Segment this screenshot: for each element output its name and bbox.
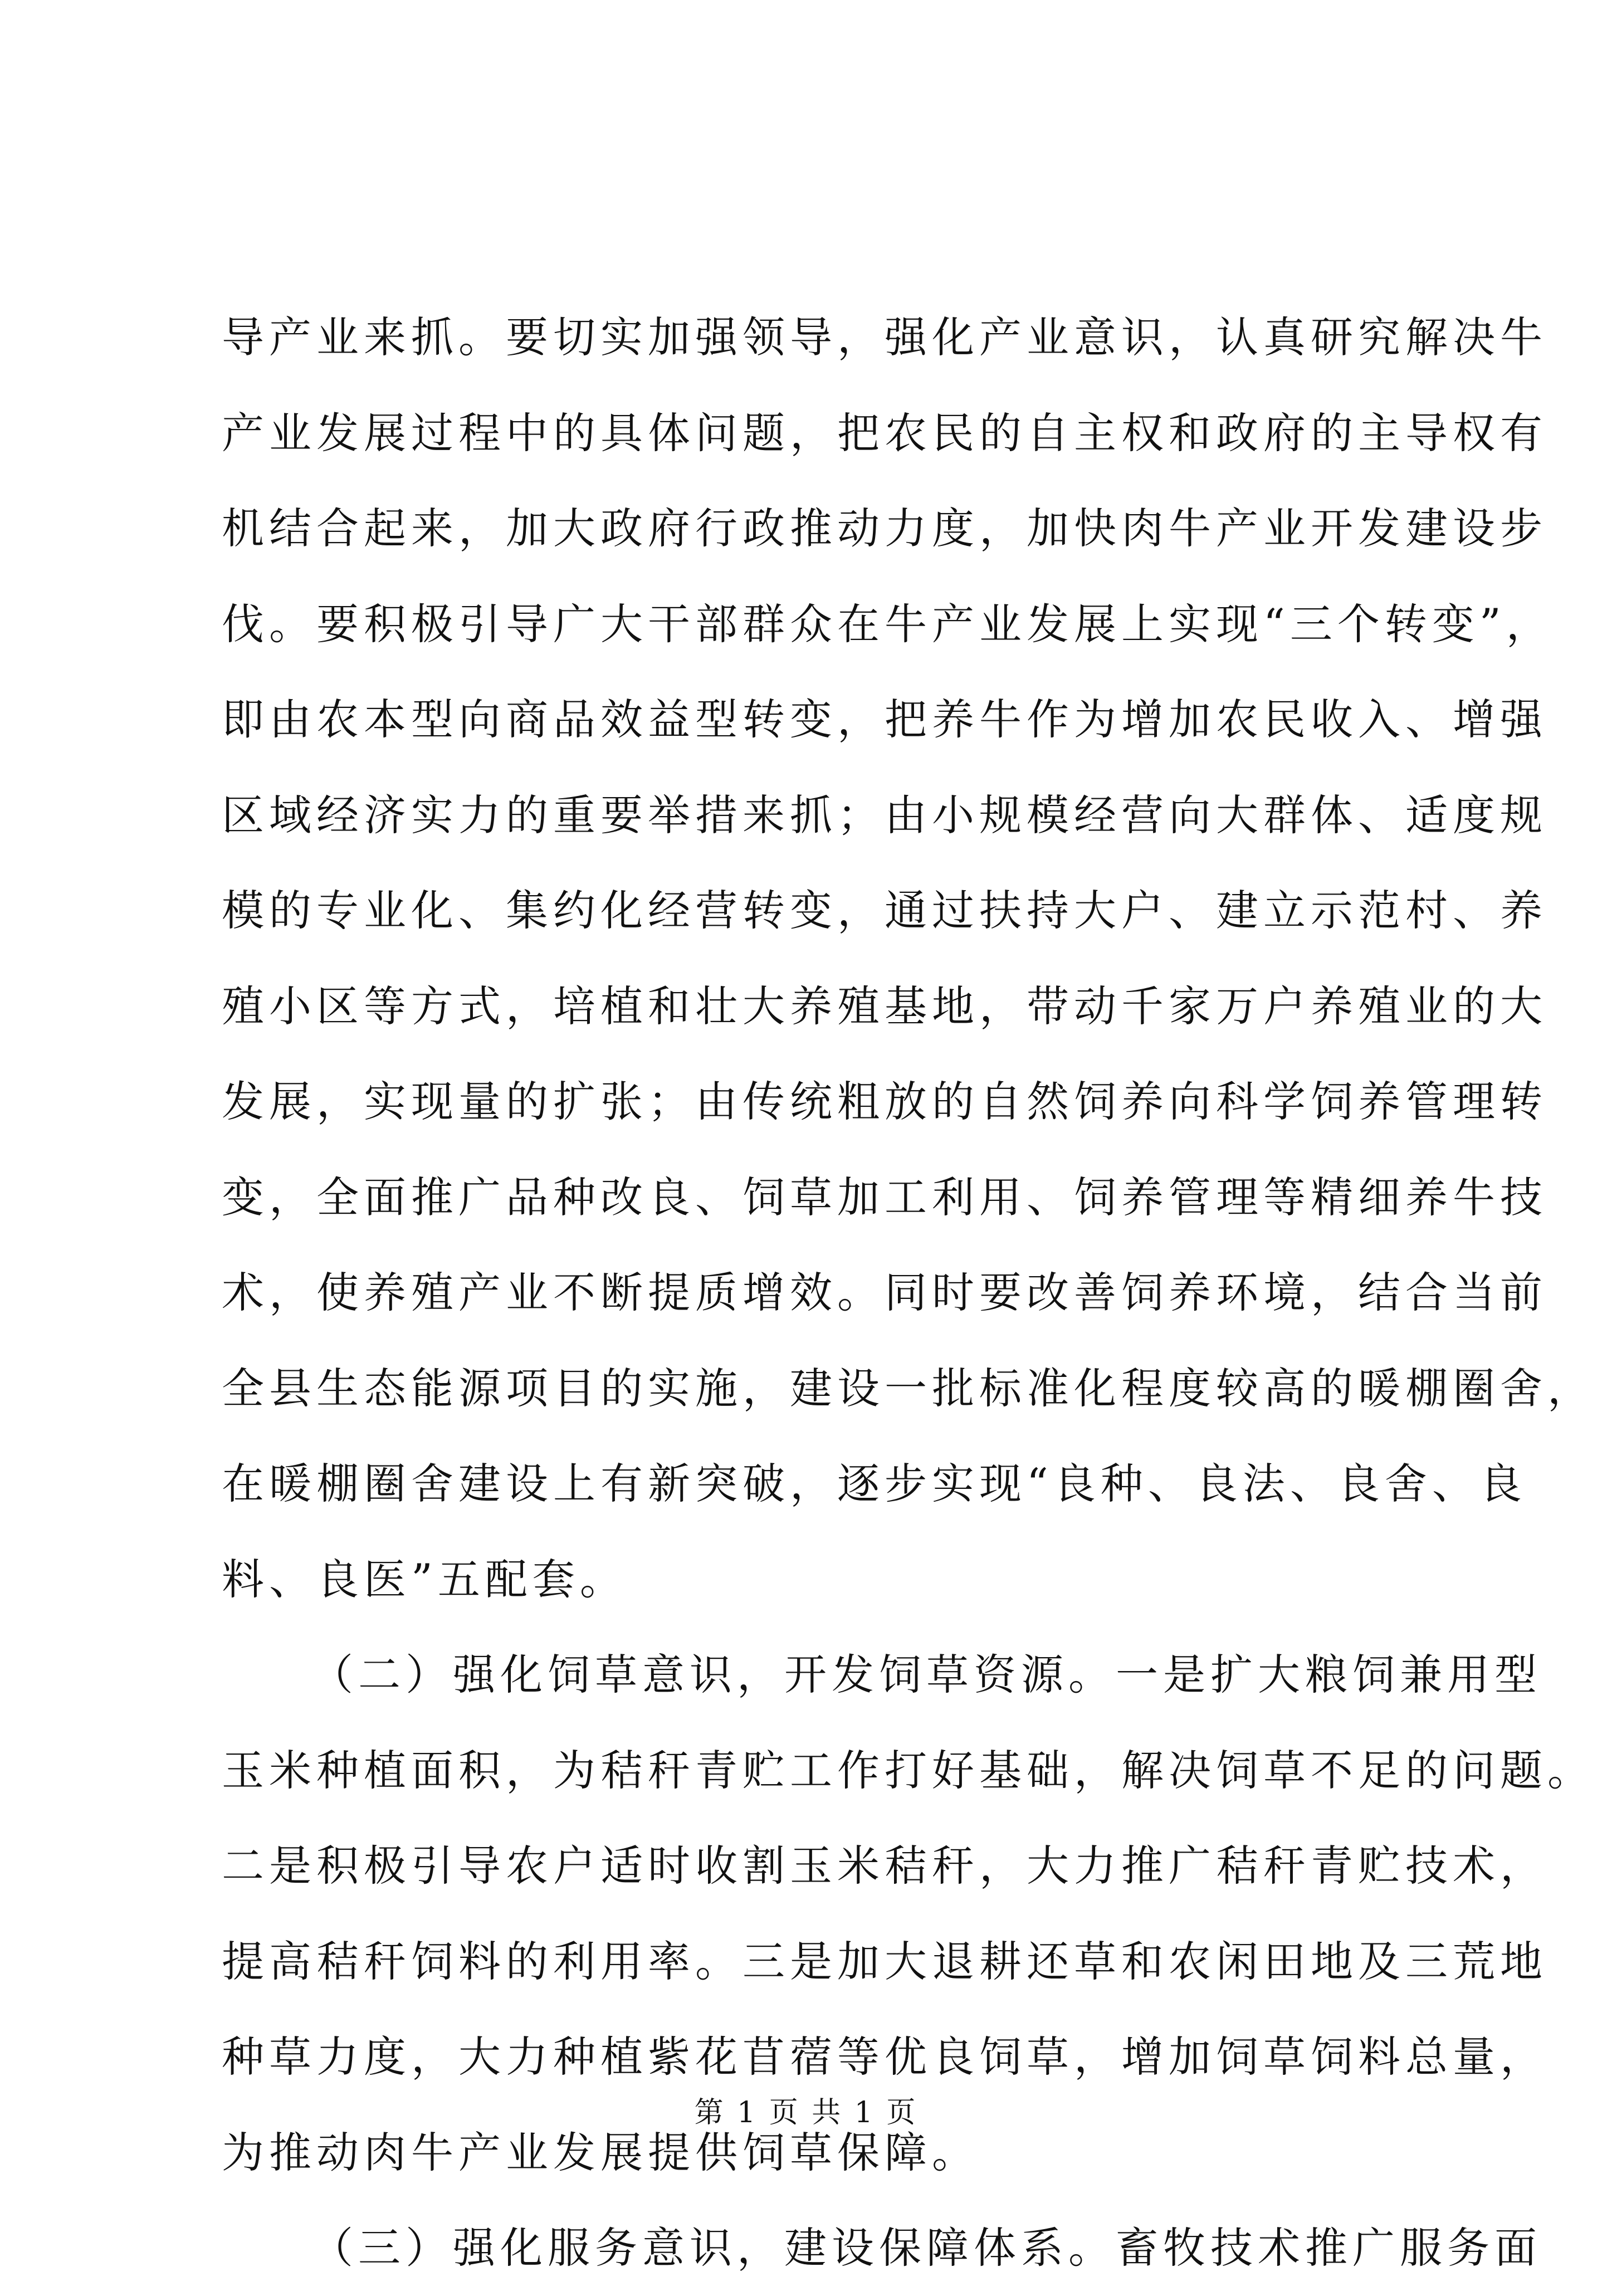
text-line: 发展，实现量的扩张；由传统粗放的自然饲养向科学饲养管理转	[222, 1077, 1547, 1126]
text-line: 提高秸秆饲料的利用率。三是加大退耕还草和农闲田地及三荒地	[222, 1936, 1547, 1986]
text-line: 模的专业化、集约化经营转变，通过扶持大户、建立示范村、养	[222, 886, 1547, 935]
text-line: 二是积极引导农户适时收割玉米秸秆，大力推广秸秆青贮技术，	[222, 1841, 1547, 1890]
text-line: 为推动肉牛产业发展提供饲草保障。	[222, 2127, 979, 2177]
text-line: 机结合起来，加大政府行政推动力度，加快肉牛产业开发建设步	[222, 504, 1547, 553]
text-line: 区域经济实力的重要举措来抓；由小规模经营向大群体、适度规	[222, 790, 1547, 840]
text-line: 种草力度，大力种植紫花苜蓿等优良饲草，增加饲草饲料总量，	[222, 2032, 1547, 2082]
text-line: 伐。要积极引导广大干部群众在牛产业发展上实现“三个转变”，	[222, 599, 1554, 649]
text-line: 即由农本型向商品效益型转变，把养牛作为增加农民收入、增强	[222, 695, 1547, 744]
text-line: 在暖棚圈舍建设上有新突破，逐步实现“良种、良法、良舍、良	[222, 1459, 1527, 1508]
text-line: 全县生态能源项目的实施，建设一批标准化程度较高的暖棚圈舍，	[222, 1363, 1595, 1413]
section-heading-line: （三）强化服务意识，建设保障体系。畜牧技术推广服务面	[311, 2223, 1542, 2273]
text-line: 变，全面推广品种改良、饲草加工利用、饲养管理等精细养牛技	[222, 1172, 1547, 1222]
text-line: 料、良医”五配套。	[222, 1554, 627, 1604]
document-body	[222, 290, 1595, 2296]
text-line: 玉米种植面积，为秸秆青贮工作打好基础，解决饲草不足的问题。	[222, 1745, 1595, 1795]
text-line: 导产业来抓。要切实加强领导，强化产业意识，认真研究解决牛	[222, 312, 1547, 362]
text-line: 殖小区等方式，培植和壮大养殖基地，带动千家万户养殖业的大	[222, 981, 1547, 1031]
section-heading-line: （二）强化饲草意识，开发饲草资源。一是扩大粮饲兼用型	[311, 1650, 1542, 1699]
page-footer: 第 1 页 共 1 页	[694, 2096, 918, 2129]
text-line: 产业发展过程中的具体问题，把农民的自主权和政府的主导权有	[222, 408, 1547, 458]
text-line: 术，使养殖产业不断提质增效。同时要改善饲养环境，结合当前	[222, 1268, 1547, 1317]
